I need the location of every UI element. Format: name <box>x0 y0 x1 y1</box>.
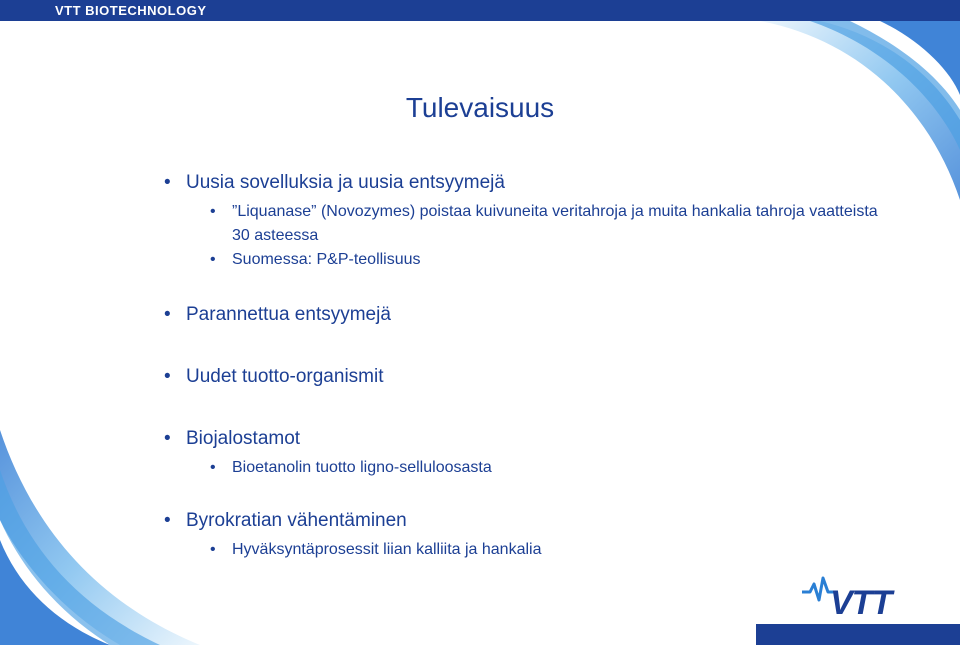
sub-bullet-item: • Bioetanolin tuotto ligno-selluloosasta <box>210 456 884 480</box>
bullet-item: • Parannettua entsyymejä <box>164 302 884 328</box>
bullet-list <box>164 170 884 562</box>
footer-bar <box>756 624 960 645</box>
bullet-item: • Byrokratian vähentäminen <box>164 508 884 534</box>
sub-bullet-item: • Hyväksyntäprosessit liian kalliita ja hankalia <box>210 538 884 562</box>
slide-title: Tulevaisuus <box>405 92 555 123</box>
bullet-item: • Uudet tuotto-organismit <box>164 364 884 390</box>
sub-bullet-item: • ”Liquanase” (Novozymes) poistaa kuivuneita veritahroja ja muita hankalia tahroja vaatteista 30 asteessa <box>210 200 884 248</box>
bullet-item: • Uusia sovelluksia ja uusia entsyymejä <box>164 170 884 196</box>
logo-text: VTT <box>830 584 892 620</box>
bullet-item: • Biojalostamot <box>164 426 884 452</box>
vtt-logo-icon <box>800 574 920 620</box>
brand-label: VTT BIOTECHNOLOGY <box>55 3 207 18</box>
sub-bullet-item: • Suomessa: P&P-teollisuus <box>210 248 884 272</box>
